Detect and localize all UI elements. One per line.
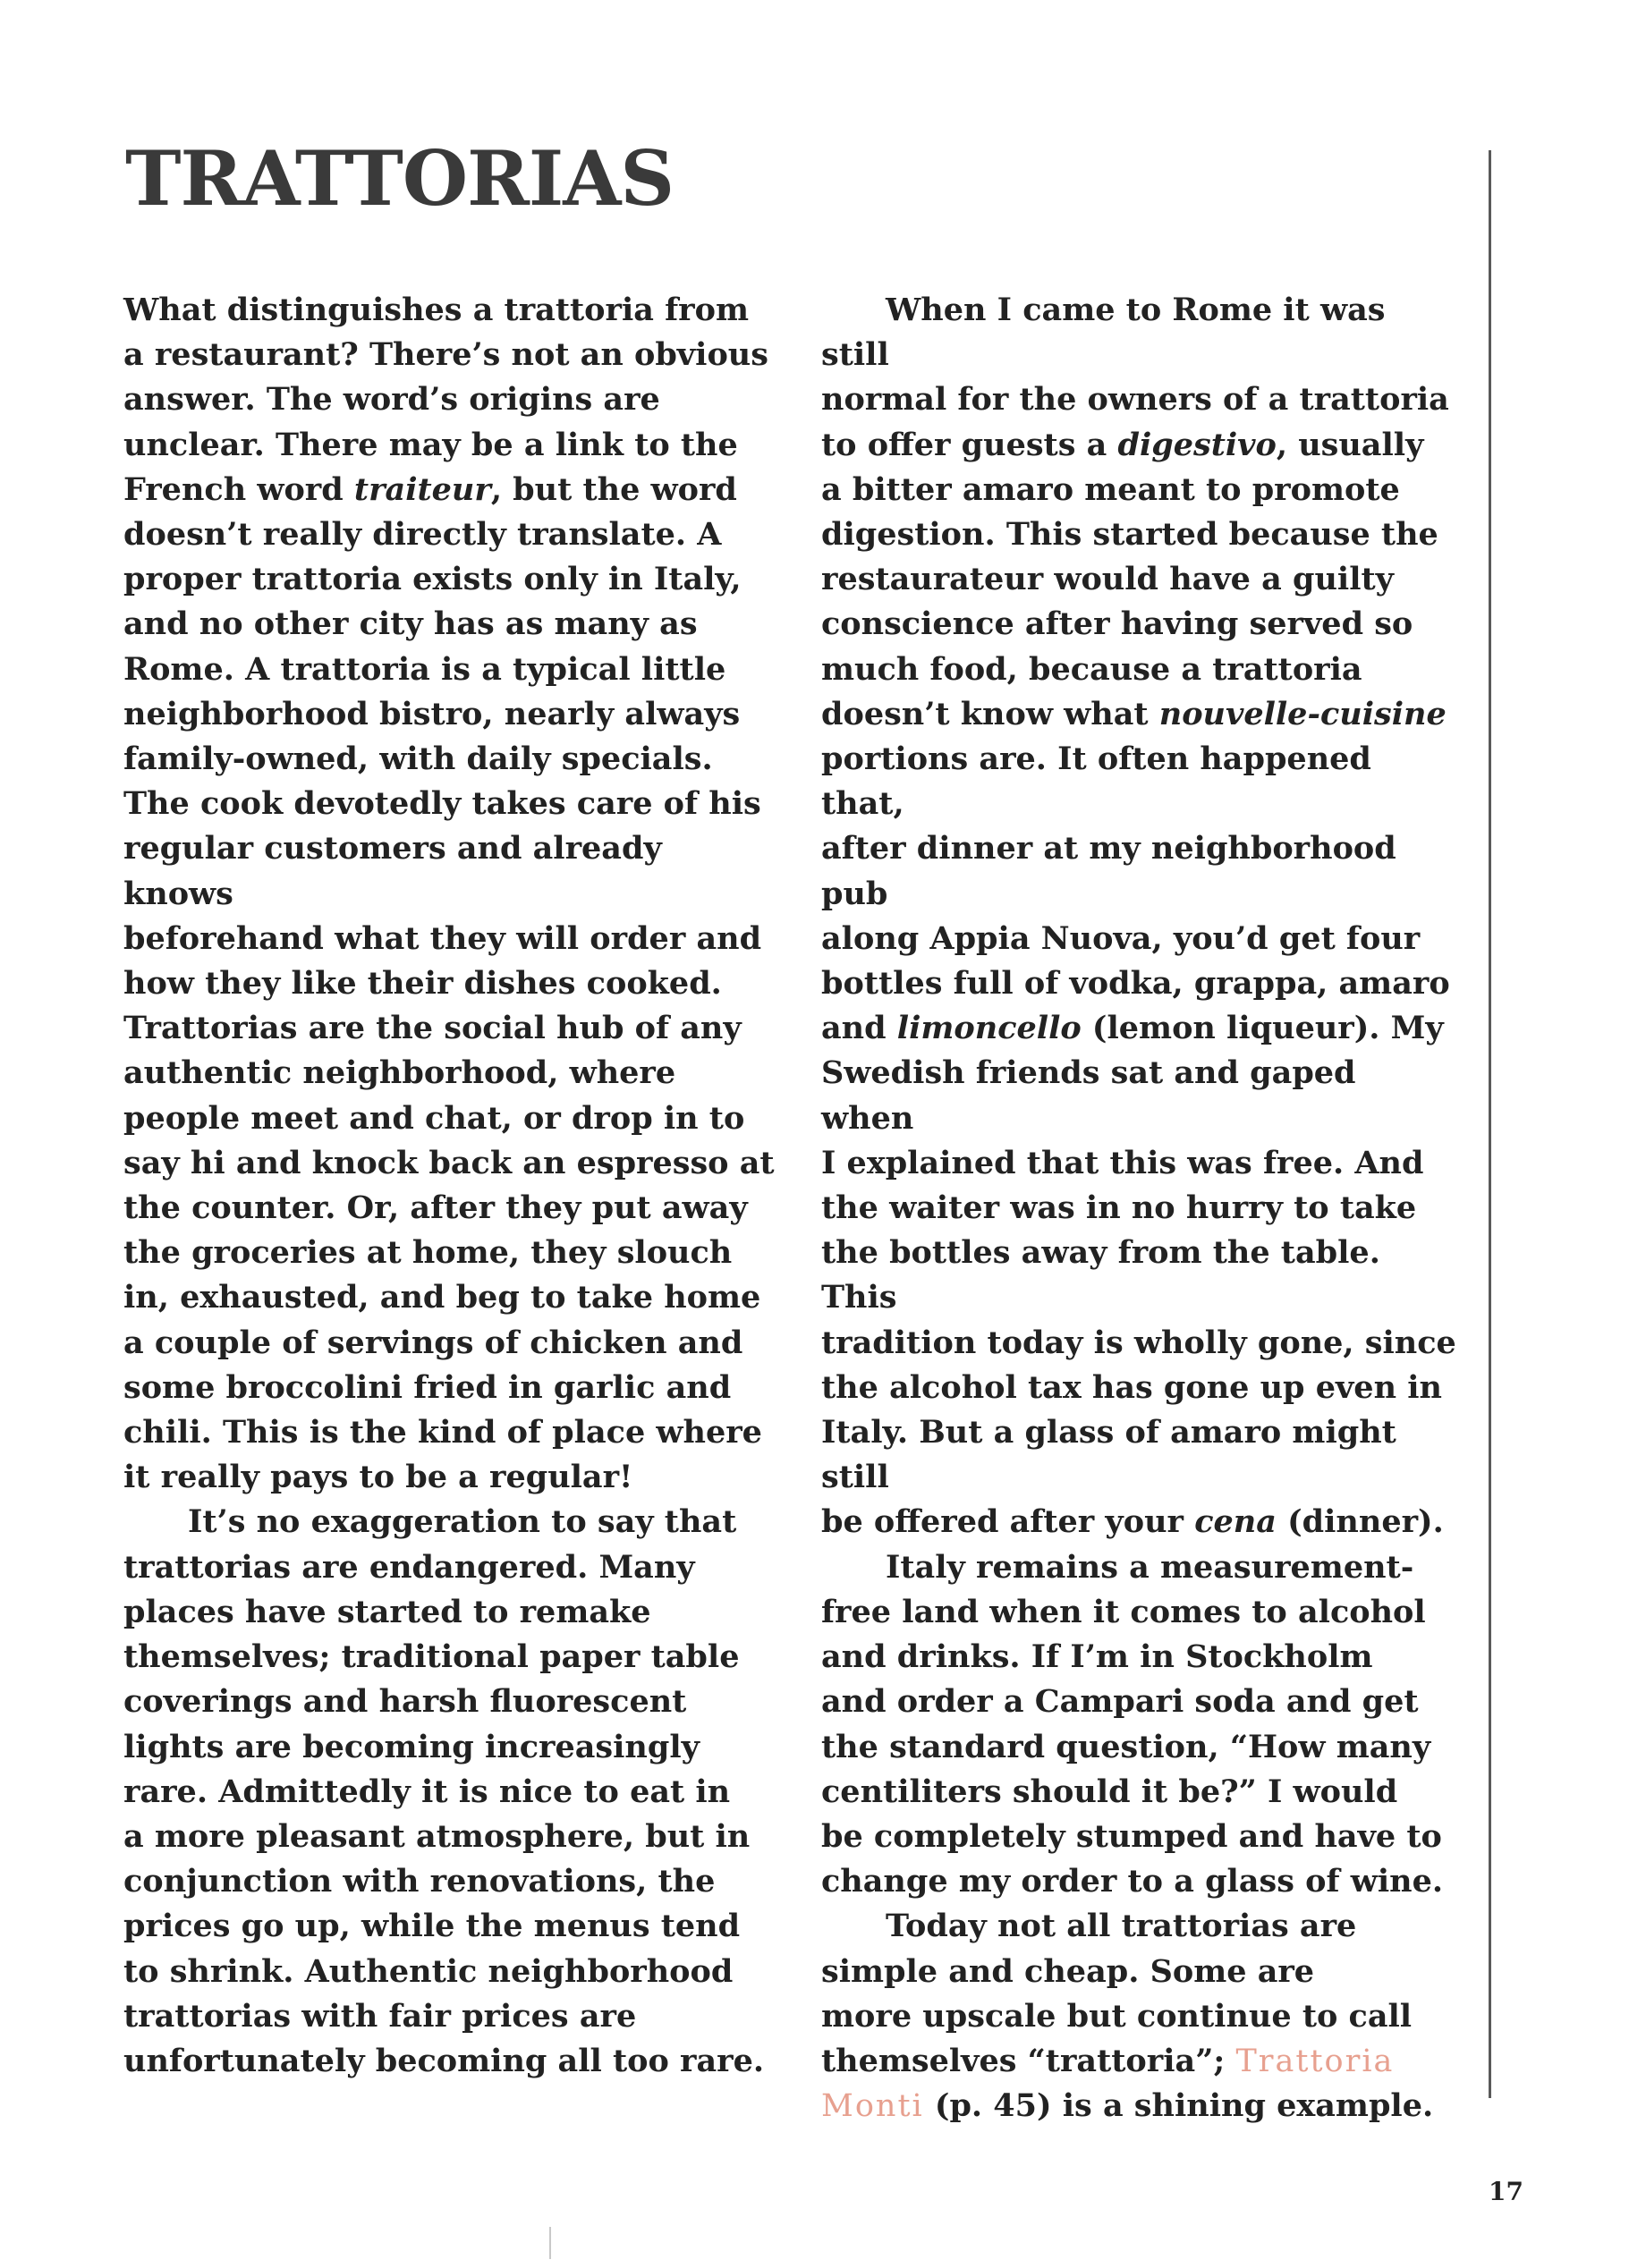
text-run: , but the word doesn’t really directly translate. A proper trattoria exists only in Italy, and no other city has as many as Rome. A trattoria is a typical little neighborhood bistro, nearly always family-owned, with daily specials. The cook devotedly takes care of his regular customers and already knows beforehand what they will order and how they like their dishes cooked. Trattorias are the social hub of any authentic neighborhood, where people meet and chat, or drop in to say hi and knock back an espresso at the counter. Or, after they put away the groceries at home, they slouch in, exhausted, and beg to take home a couple of servings of chicken and some broccolini fried in garlic and chili. This is the kind of place where it really pays to be a regular! bbox=[123, 470, 775, 1496]
left-column bbox=[123, 288, 776, 2084]
italic-term: digestivo bbox=[1117, 426, 1277, 463]
paragraph: Italy remains a measurement- free land when it comes to alcohol and drinks. If I’m in Stockholm and order a Campari soda and get the standard question, “How many centiliters should it be?” I would be completely stumped and have to change my order to a glass of wine. bbox=[821, 1548, 1444, 1900]
right-column bbox=[821, 288, 1458, 2128]
text-run: , usually a bitter amaro meant to promote digestion. This started because the restaurateur would have a guilty conscience after having served so much food, because a trattoria doesn’t know what bbox=[821, 426, 1438, 732]
text-run: What distinguishes a trattoria from a restaurant? There’s not an obvious answer. The word’s origins are unclear. There may be a link to the French word bbox=[123, 292, 768, 508]
trattoria-monti-link[interactable]: Trattoria Monti bbox=[821, 2043, 1395, 2125]
margin-rule bbox=[1489, 150, 1491, 2098]
text-run: (p. 45) is a shining example. bbox=[923, 2087, 1434, 2125]
scan-mark bbox=[549, 2227, 551, 2259]
paragraph bbox=[821, 288, 1458, 1545]
italic-term: nouvelle-cuisine bbox=[1158, 695, 1447, 732]
paragraph: It’s no exaggeration to say that trattorias are endangered. Many places have started to remake themselves; traditional paper table coverings and harsh fluorescent lights are becoming increasingly rare. Admittedly it is nice to eat in a more pleasant atmosphere, but in conjunction with renovations, the prices go up, while the menus tend to shrink. Authentic neighborhood trattorias with fair prices are unfortunately becoming all too rare. bbox=[123, 1503, 765, 2079]
paragraph bbox=[123, 288, 776, 1500]
italic-term: cena bbox=[1194, 1503, 1277, 1541]
text-run: Today not all trattorias are simple and cheap. Some are more upscale but continue to call themselves “trattoria”; bbox=[821, 1908, 1413, 2079]
text-run: portions are. It often happened that, after dinner at my neighborhood pub along Appia Nuova, you’d get four bottles full of vodka, grappa, amaro and bbox=[821, 740, 1450, 1047]
italic-term: limoncello bbox=[896, 1010, 1082, 1047]
paragraph bbox=[821, 1904, 1458, 2128]
text-run: (lemon liqueur). My Swedish friends sat and gaped when I explained that this was free. And the waiter was in no hurry to take the bottles away from the table. This tradition today is wholly gone, since the alcohol tax has gone up even in Italy. But a glass of amaro might still be offered after your bbox=[821, 1010, 1456, 1541]
page-title: TRATTORIAS bbox=[125, 134, 675, 223]
text-run: When I came to Rome it was still normal for the owners of a trattoria to offer guests a bbox=[821, 292, 1449, 463]
text-run: (dinner). bbox=[1276, 1503, 1444, 1541]
italic-term: traiteur bbox=[353, 470, 491, 508]
page-number: 17 bbox=[1489, 2177, 1523, 2206]
